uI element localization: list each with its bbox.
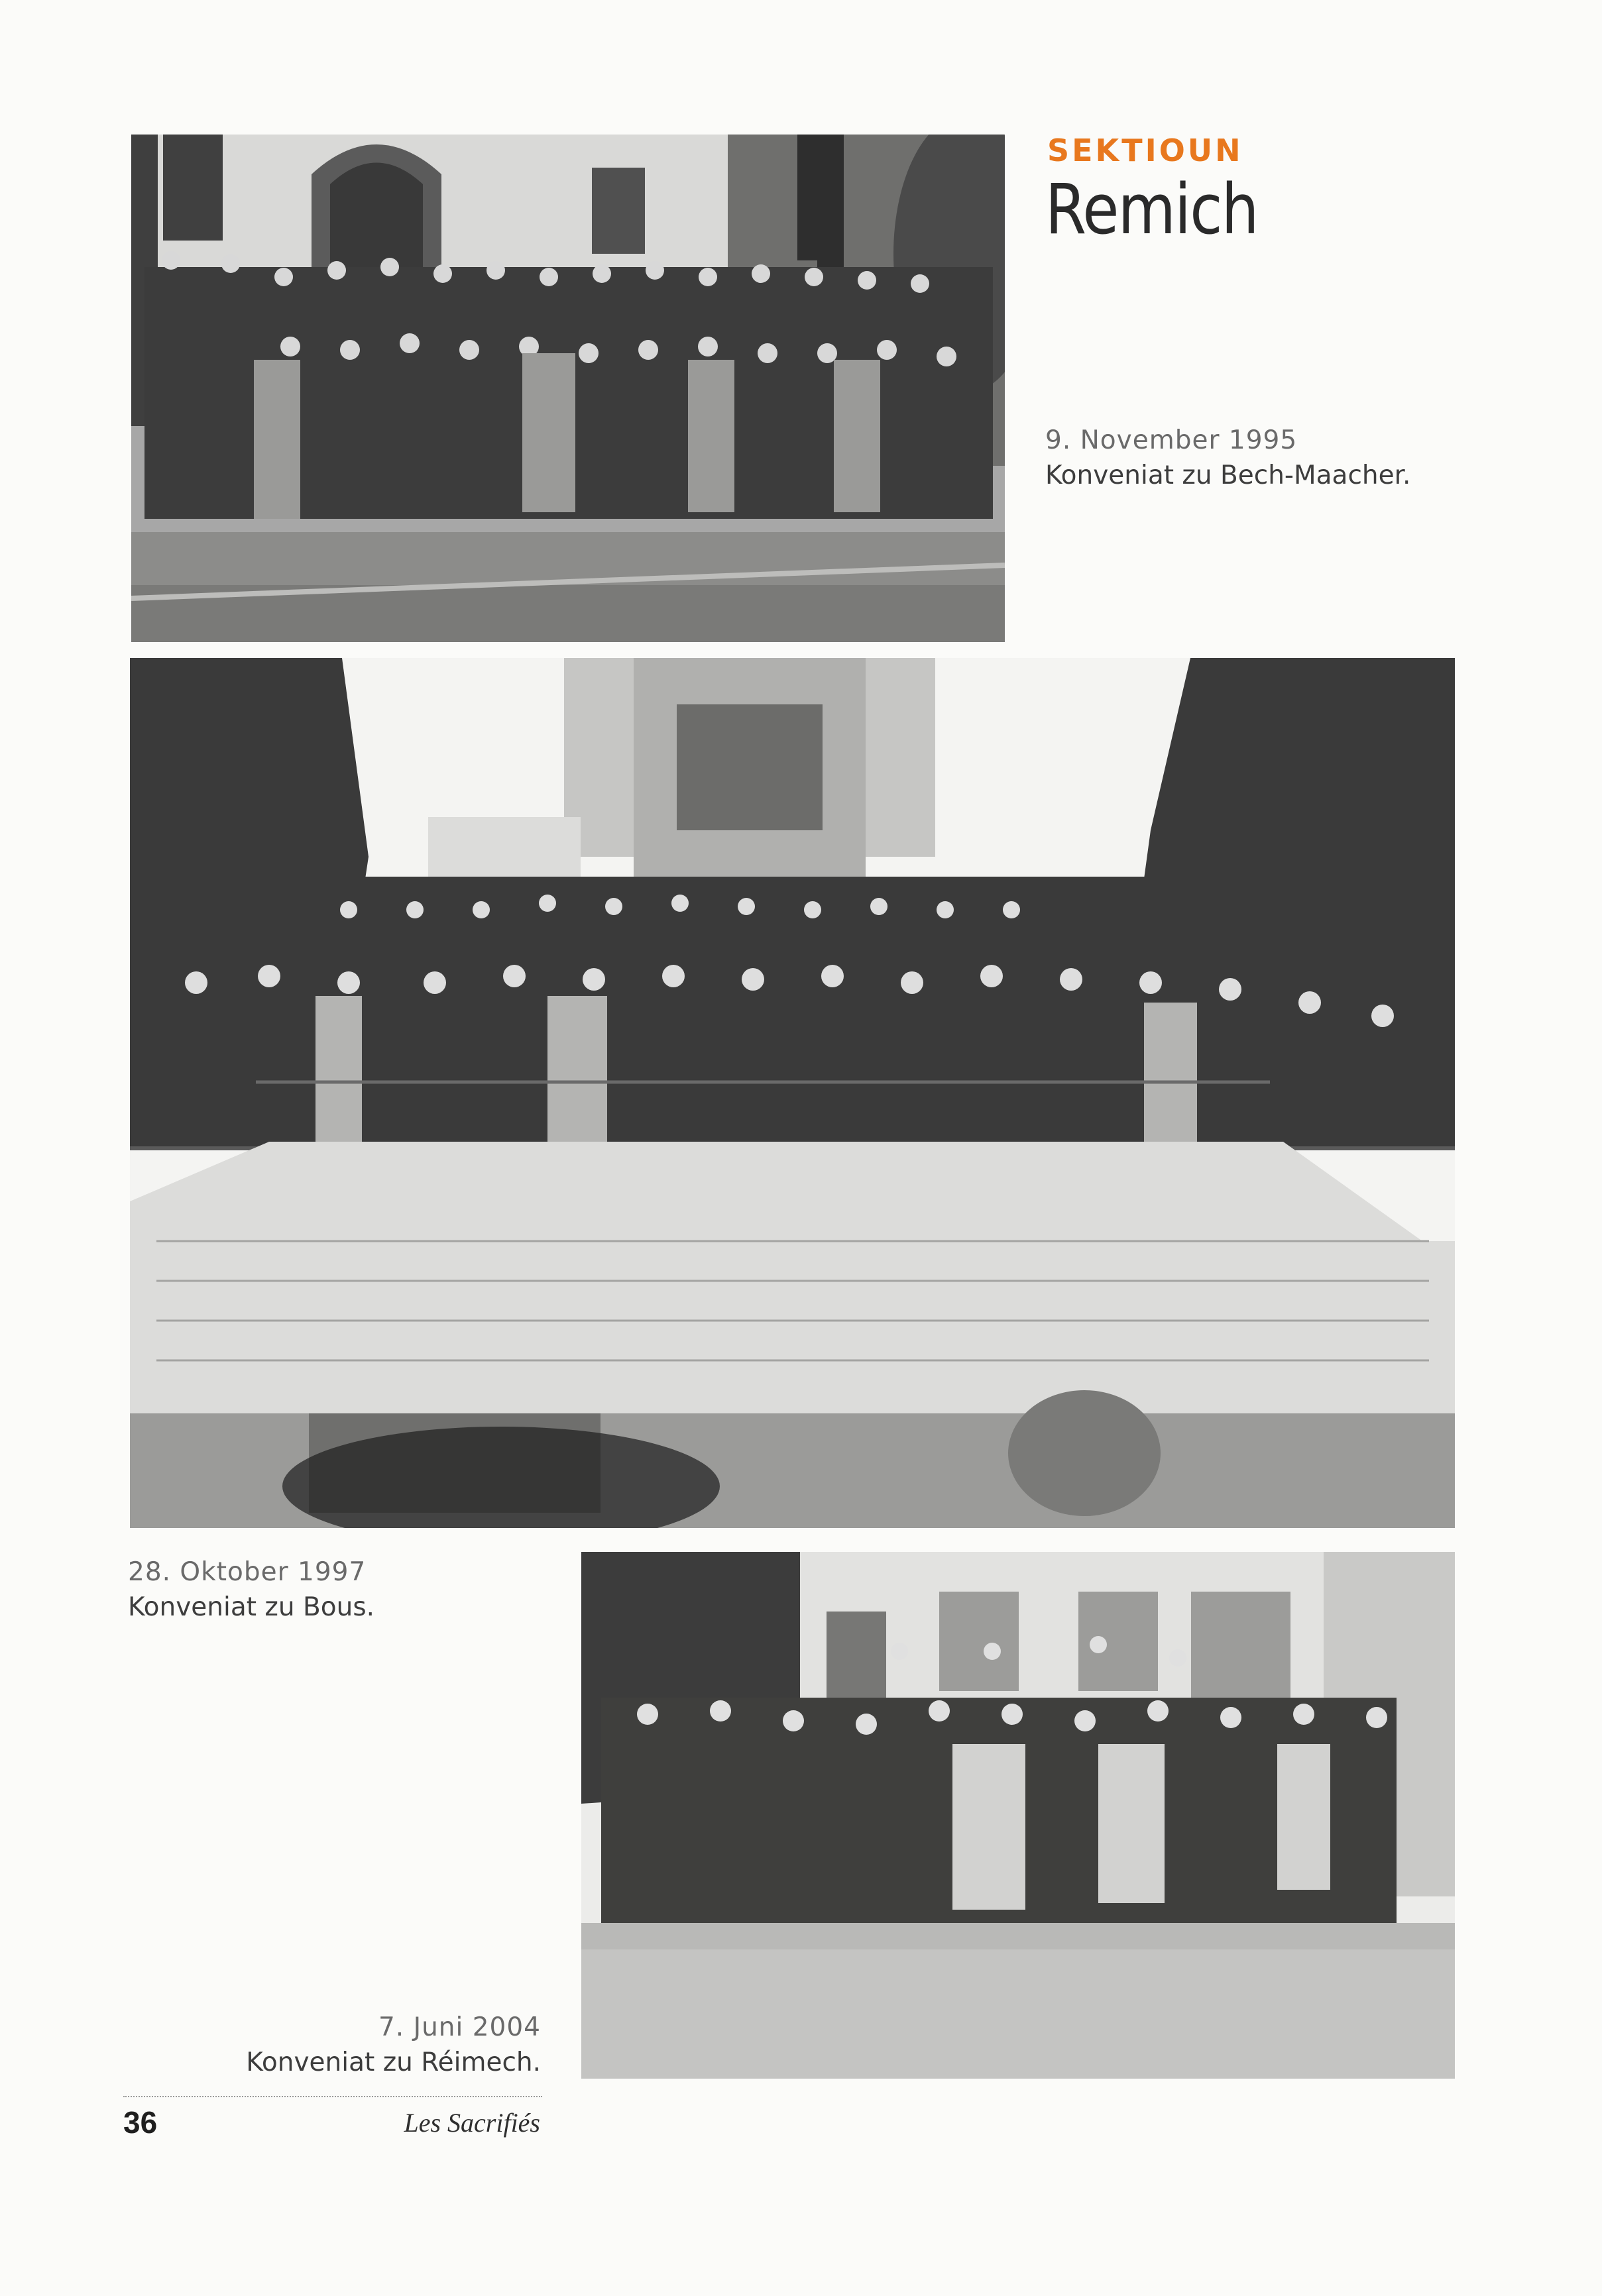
page-number: 36 — [123, 2105, 158, 2140]
group-photo-1995 — [131, 135, 1005, 642]
caption-text: Konveniat zu Bous. — [128, 1592, 375, 1622]
caption-date: 7. Juni 2004 — [378, 2012, 541, 2042]
caption-text: Konveniat zu Réimech. — [246, 2048, 541, 2077]
caption-date: 28. Oktober 1997 — [128, 1557, 367, 1587]
footer-divider — [123, 2096, 542, 2097]
caption-1997 — [128, 1555, 374, 1625]
section-label: SEKTIOUN — [1047, 133, 1243, 168]
group-photo-2004 — [581, 1552, 1455, 2079]
publication-title: Les Sacrifiés — [404, 2108, 540, 2138]
group-photo-1997 — [130, 658, 1455, 1528]
section-title: Remich — [1045, 169, 1258, 250]
caption-text: Konveniat zu Bech-Maacher. — [1045, 461, 1411, 490]
caption-date: 9. November 1995 — [1045, 425, 1298, 455]
caption-2004 — [246, 2010, 541, 2080]
caption-1995 — [1045, 423, 1410, 493]
